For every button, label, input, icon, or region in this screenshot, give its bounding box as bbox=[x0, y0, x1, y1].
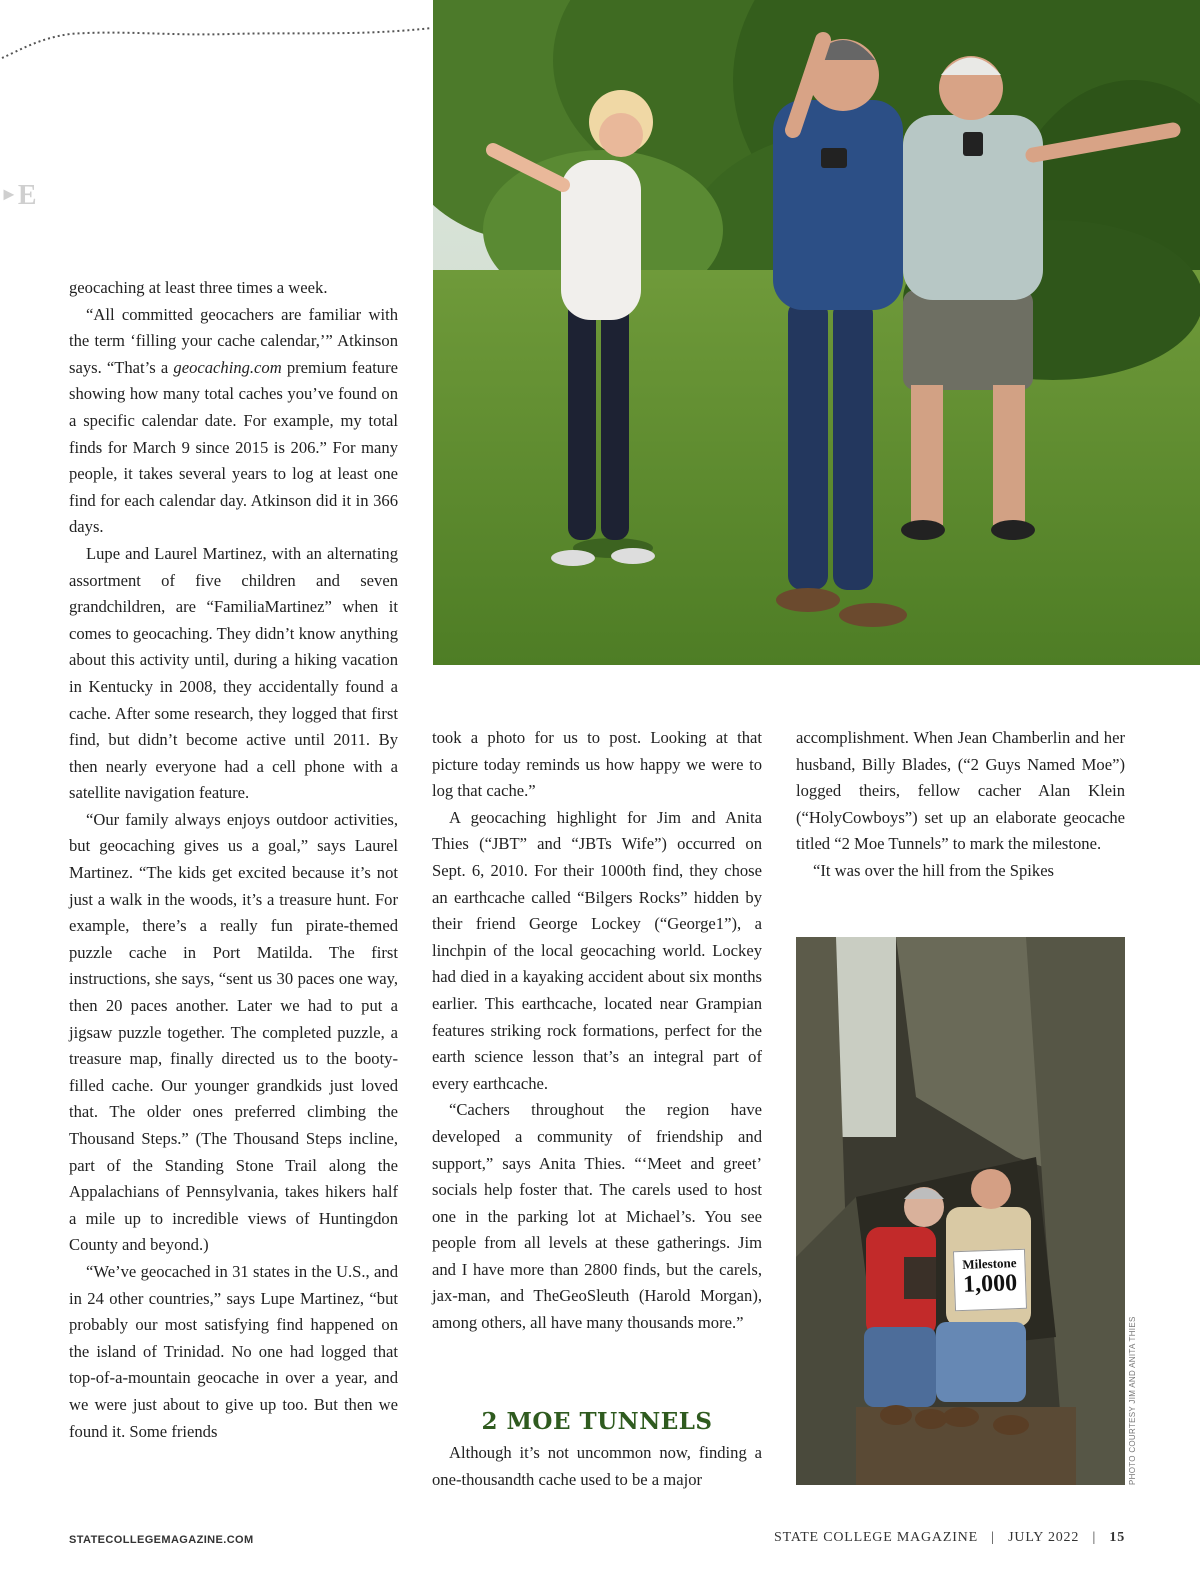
paragraph: “Cachers throughout the region have developed a community of friendship and support,” says Anita Thies. “‘Meet and greet’ socials help foster that. The carels used to host one in the parking lot at Michael’s. You see people from all levels at these gatherings. Jim and I have more than 2800 finds, but the carels, jax-man, and TheGeoSleuth (Harold Morgan), among others, all have many thousands more.” bbox=[432, 1100, 762, 1333]
page-number: 15 bbox=[1109, 1530, 1125, 1545]
dotted-trail-decoration bbox=[0, 20, 440, 70]
paragraph: “It was over the hill from the Spikes bbox=[813, 860, 1055, 880]
paragraph: took a photo for us to post. Looking at that picture today reminds us how happy we were to log that cache.” bbox=[432, 728, 762, 801]
milestone-sign bbox=[953, 1249, 1027, 1311]
paragraph: accomplishment. When Jean Chamberlin and her husband, Billy Blades, (“2 Guys Named Moe”) logged theirs, fellow cacher Alan Klein (“HolyCowboys”) set up an elaborate geocache titled “2 Moe Tunnels” to mark the milestone. bbox=[796, 728, 1125, 854]
milestone-photo bbox=[796, 937, 1125, 1485]
arrow-icon: ► bbox=[0, 184, 18, 204]
paragraph: “We’ve geocached in 31 states in the U.S., and in 24 other countries,” says Lupe Martinez, “but probably our most satisfying find happened on the island of Trinidad. No one had logged that top-of-a-mountain geocache in over a year, and we were just about to give up too. But then we found it. Some friends bbox=[69, 1261, 398, 1441]
paragraph: Although it’s not uncommon now, finding a one-thousandth cache used to be a major bbox=[432, 1443, 762, 1489]
geocachers-photo bbox=[433, 0, 1200, 665]
section-heading: 2 MOE TUNNELS bbox=[481, 1408, 713, 1435]
paragraph: geocaching at least three times a week. bbox=[69, 278, 328, 297]
photo-credit: PHOTO COURTESY JIM AND ANITA THIES bbox=[1128, 1316, 1137, 1485]
side-marker-letter: E bbox=[17, 180, 37, 211]
paragraph: A geocaching highlight for Jim and Anita Thies (“JBT” and “JBTs Wife”) occurred on Sept. 6, 2010. For their 1000th find, they chose an earthcache called “Bilgers Rocks” hidden by their friend George Lockey (“George1”), a linchpin of the local geocaching world. Lockey had died in a kayaking accident about six months earlier. This earthcache, located near Grampian features striking rock formations, perfect for the earth science lesson that’s an integral part of every earthcache. bbox=[432, 807, 762, 1093]
milestone-sign-number: 1,000 bbox=[962, 1270, 1018, 1298]
footer-divider: | bbox=[991, 1530, 995, 1545]
footer-website: STATECOLLEGEMAGAZINE.COM bbox=[69, 1534, 254, 1546]
footer-issue: JULY 2022 bbox=[1008, 1530, 1080, 1545]
article-column-3 bbox=[796, 725, 1125, 885]
article-column-2-continued bbox=[432, 1440, 762, 1493]
milestone-sign-label: Milestone bbox=[962, 1255, 1017, 1272]
article-column-2 bbox=[432, 725, 762, 1337]
paragraph: “Our family always enjoys outdoor activities, but geocaching gives us a goal,” says Laurel Martinez. “The kids get excited because it’s not just a walk in the woods, it’s a treasure hunt. For example, there’s a really fun pirate-themed puzzle cache in Port Matilda. The first instructions, she says, “sent us 30 paces one way, then 20 paces another. Later we had to put a jigsaw puzzle together. The completed puzzle, a treasure map, finally directed us to the booty-filled cache. Our younger grandkids just loved that. The older ones preferred climbing the Thousand Steps.” (The Thousand Steps incline, part of the Standing Stone Trail along the Appalachians of Pennsylvania, takes hikers half a mile up to incredible views of Huntingdon County and beyond.) bbox=[69, 809, 398, 1255]
footer-magazine: STATE COLLEGE MAGAZINE bbox=[774, 1530, 978, 1545]
paragraph: Lupe and Laurel Martinez, with an alternating assortment of five children and seven grandchildren, are “FamiliaMartinez” when it comes to geocaching. They didn’t know anything about this activity until, during a hiking vacation in Kentucky in 2008, they accidentally found a cache. After some research, they logged that first find, but didn’t become active until 2011. By then nearly everyone had a cell phone with a satellite navigation feature. bbox=[69, 543, 398, 803]
footer-divider: | bbox=[1092, 1530, 1097, 1545]
article-column-1 bbox=[69, 275, 398, 1445]
footer-folio bbox=[774, 1530, 1125, 1546]
side-marker bbox=[0, 180, 37, 212]
paragraph: “All committed geocachers are familiar with the term ‘filling your cache calendar,’” Atkinson says. “That’s a geocaching.com premium feature showing how many total caches you’ve found on a specific calendar date. For example, my total finds for March 9 since 2015 is 206.” For many people, it takes several years to log at least one find for each calendar day. Atkinson did it in 366 days. bbox=[69, 304, 398, 537]
